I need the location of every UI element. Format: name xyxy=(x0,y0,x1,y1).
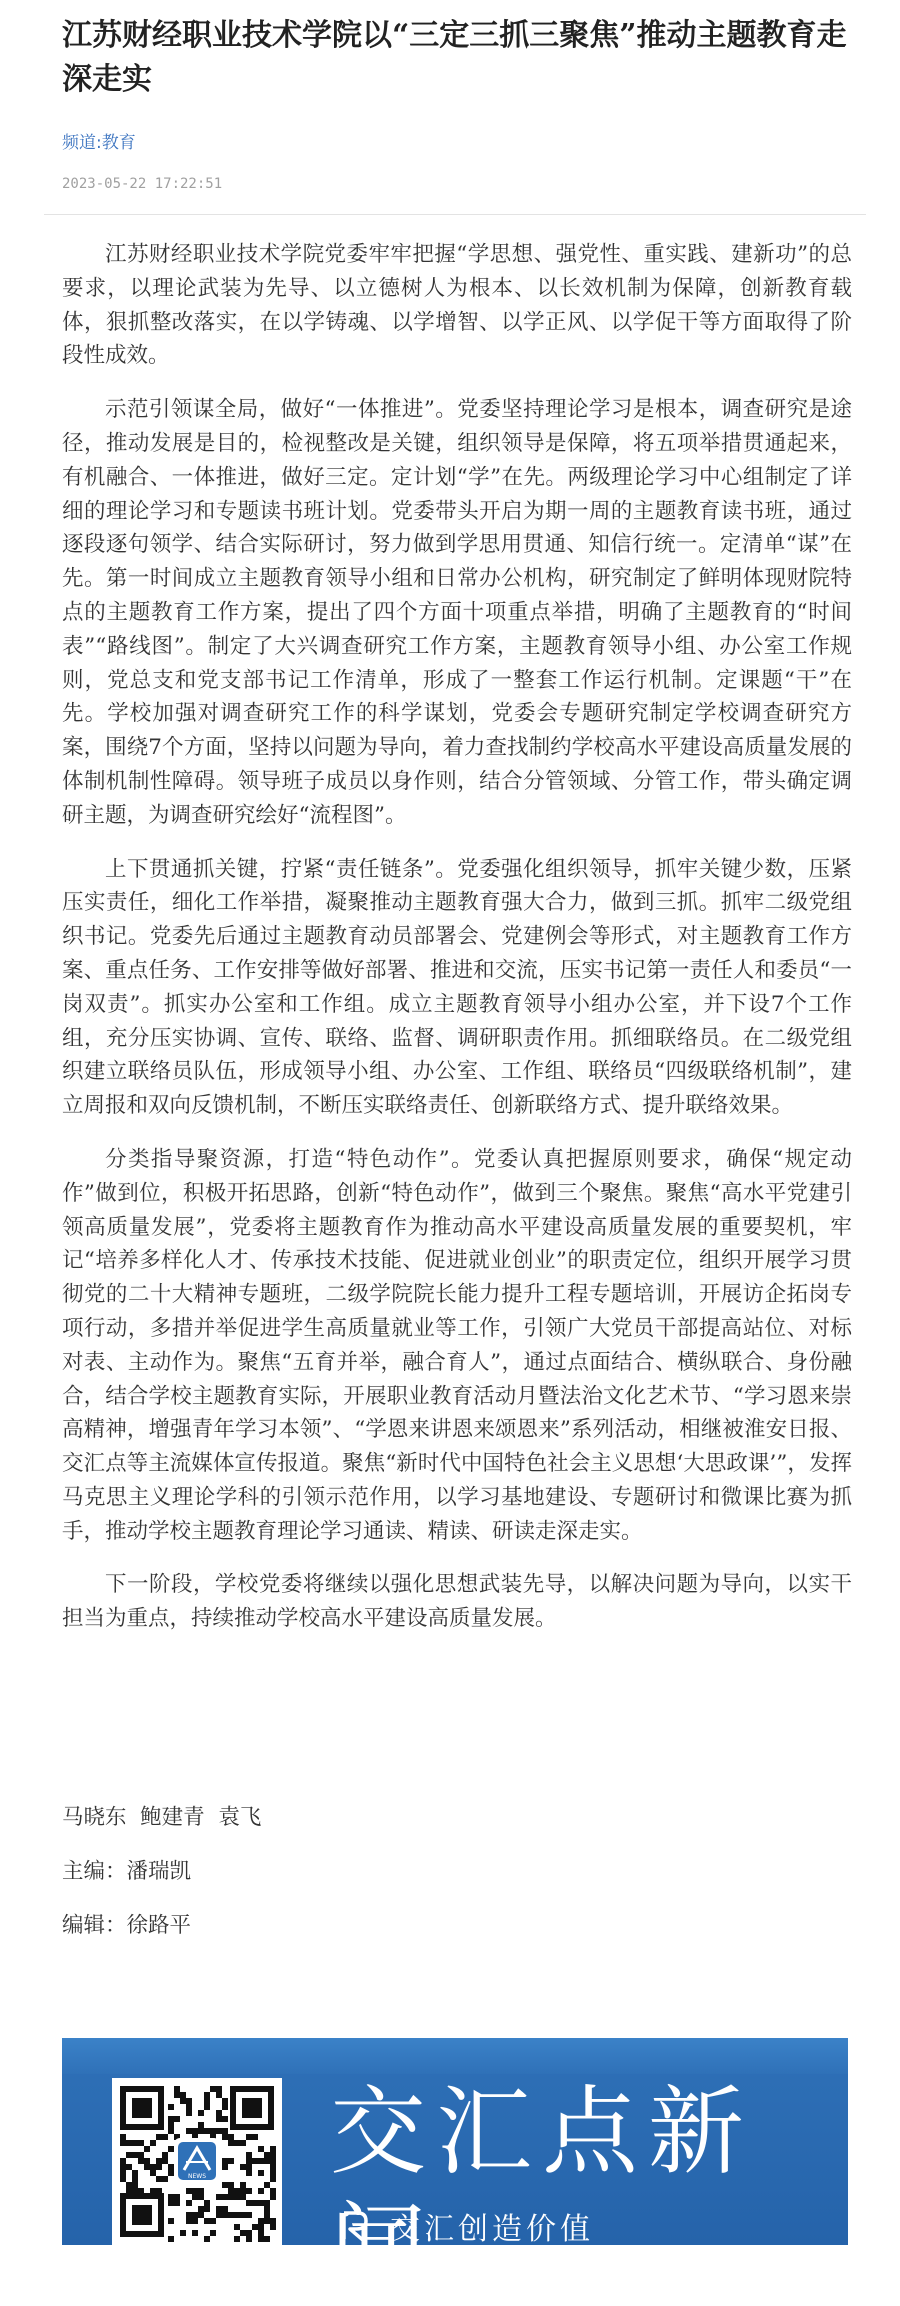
qr-module xyxy=(252,2224,258,2230)
qr-module xyxy=(198,2128,204,2134)
qr-module xyxy=(156,2176,162,2182)
qr-module xyxy=(198,2122,204,2128)
qr-module xyxy=(258,2170,264,2176)
qr-module xyxy=(204,2128,210,2134)
qr-module xyxy=(150,2170,156,2176)
qr-module xyxy=(120,2170,126,2176)
qr-module xyxy=(132,2170,138,2176)
qr-module xyxy=(150,2164,156,2170)
qr-module xyxy=(228,2188,234,2194)
qr-module xyxy=(222,2134,228,2140)
qr-module xyxy=(234,2188,240,2194)
qr-module xyxy=(216,2110,222,2116)
qr-module xyxy=(186,2110,192,2116)
qr-module xyxy=(126,2140,132,2146)
qr-module xyxy=(258,2200,264,2206)
qr-module xyxy=(168,2128,174,2134)
qr-module xyxy=(240,2194,246,2200)
qr-module xyxy=(198,2110,204,2116)
qr-module xyxy=(126,2152,132,2158)
qr-module xyxy=(168,2236,174,2242)
qr-module xyxy=(228,2212,234,2218)
qr-module xyxy=(264,2158,270,2164)
qr-module xyxy=(252,2134,258,2140)
qr-code-icon[interactable] xyxy=(112,2078,282,2245)
qr-module xyxy=(168,2122,174,2128)
qr-module xyxy=(162,2152,168,2158)
qr-module xyxy=(192,2194,198,2200)
qr-module xyxy=(144,2146,150,2152)
qr-module xyxy=(222,2128,228,2134)
qr-module xyxy=(222,2212,228,2218)
qr-module xyxy=(234,2212,240,2218)
qr-module xyxy=(246,2134,252,2140)
qr-module xyxy=(240,2230,246,2236)
app-promo-banner[interactable] xyxy=(62,2038,848,2304)
qr-module xyxy=(180,2092,186,2098)
qr-module xyxy=(174,2200,180,2206)
qr-module xyxy=(222,2158,228,2164)
qr-module xyxy=(150,2188,156,2194)
qr-module xyxy=(252,2200,258,2206)
qr-module xyxy=(228,2158,234,2164)
brand-slogan: 交汇创造价值 xyxy=(390,2212,594,2247)
qr-module xyxy=(168,2170,174,2176)
qr-module xyxy=(216,2116,222,2122)
qr-module xyxy=(222,2194,228,2200)
qr-module xyxy=(162,2176,168,2182)
qr-module xyxy=(240,2182,246,2188)
qr-module xyxy=(270,2218,276,2224)
article-paragraph: 上下贯通抓关键，拧紧“责任链条”。党委强化组织领导，抓牢关键少数，压紧压实责任，细化工作举措，凝聚推动主题教育强大合力，做到三抓。抓牢二级党组织书记。党委先后通过主题教育动员部署会、党建例会等形式，对主题教育工作方案、重点任务、工作安排等做好部署、推进和交流，压实书记第一责任人和委员“一岗双责”。抓实办公室和工作组。成立主题教育领导小组办公室，并下设7个工作组，充分压实协调、宣传、联络、监督、调研职责作用。抓细联络员。在二级党组织建立联络员队伍，形成领导小组、办公室、工作组、联络员“四级联络机制”，建立周报和双向反馈机制，不断压实联络责任、创新联络方式、提升联络效果。 xyxy=(62,856,852,1119)
qr-module xyxy=(246,2212,252,2218)
qr-module xyxy=(168,2104,174,2110)
qr-module xyxy=(270,2176,276,2182)
qr-module xyxy=(234,2194,240,2200)
qr-module xyxy=(198,2212,204,2218)
article-title: 江苏财经职业技术学院以“三定三抓三聚焦”推动主题教育走深走实 xyxy=(62,18,847,97)
chief-editor-line: 主编：潘瑞凯 xyxy=(62,1859,192,1884)
qr-module xyxy=(132,2140,138,2146)
qr-module xyxy=(192,2188,198,2194)
qr-module xyxy=(216,2206,222,2212)
qr-module xyxy=(258,2224,264,2230)
qr-module xyxy=(198,2188,204,2194)
qr-module xyxy=(258,2236,264,2242)
qr-module xyxy=(240,2212,246,2218)
qr-module xyxy=(252,2158,258,2164)
qr-module xyxy=(138,2140,144,2146)
qr-module xyxy=(204,2098,210,2104)
qr-module xyxy=(240,2164,246,2170)
qr-module xyxy=(180,2230,186,2236)
qr-module xyxy=(168,2194,174,2200)
qr-module xyxy=(228,2140,234,2146)
header-divider xyxy=(44,214,866,215)
qr-module xyxy=(210,2086,216,2092)
qr-module xyxy=(246,2152,252,2158)
banner-top-stripe xyxy=(62,2038,848,2074)
qr-module xyxy=(156,2134,162,2140)
qr-module xyxy=(228,2182,234,2188)
qr-module xyxy=(222,2206,228,2212)
qr-module xyxy=(174,2116,180,2122)
qr-module xyxy=(270,2146,276,2152)
qr-module xyxy=(162,2158,168,2164)
qr-module xyxy=(168,2218,174,2224)
qr-module xyxy=(138,2188,144,2194)
qr-module xyxy=(264,2236,270,2242)
qr-module xyxy=(270,2158,276,2164)
qr-module xyxy=(246,2164,252,2170)
qr-module xyxy=(270,2164,276,2170)
qr-module xyxy=(174,2092,180,2098)
qr-module xyxy=(258,2188,264,2194)
qr-module xyxy=(126,2182,132,2188)
qr-module xyxy=(222,2104,228,2110)
qr-module xyxy=(132,2152,138,2158)
article-paragraph: 分类指导聚资源，打造“特色动作”。党委认真把握原则要求，确保“规定动作”做到位，积极开拓思路，创新“特色动作”，做到三个聚焦。聚焦“高水平党建引领高质量发展”，党委将主题教育作为推动高水平建设高质量发展的重要契机，牢记“培养多样化人才、传承技术技能、促进就业创业”的职责定位，组织开展学习贯彻党的二十大精神专题班，二级学院院长能力提升工程专题培训，开展访企拓岗专项行动，多措并举促进学生高质量就业等工作，引领广大党员干部提高站位、对标对表、主动作为。聚焦“五育并举，融合育人”，通过点面结合、横纵联合、身份融合，结合学校主题教育实际，开展职业教育活动月暨法治文化艺术节、“学习恩来崇高精神，增强青年学习本领”、“学恩来讲恩来颂恩来”系列活动，相继被淮安日报、交汇点等主流媒体宣传报道。聚焦“新时代中国特色社会主义思想‘大思政课’”，发挥马克思主义理论学科的引领示范作用，以学习基地建设、专题研讨和微课比赛为抓手，推动学校主题教育理论学习通读、精读、研读走深走实。 xyxy=(62,1146,852,1544)
qr-module xyxy=(144,2164,150,2170)
qr-module xyxy=(144,2158,150,2164)
qr-module xyxy=(264,2200,270,2206)
qr-module xyxy=(264,2218,270,2224)
qr-module xyxy=(216,2128,222,2134)
qr-module xyxy=(186,2128,192,2134)
author-line: 马晓东 鲍建青 袁飞 xyxy=(62,1805,262,1830)
qr-module xyxy=(156,2164,162,2170)
qr-module xyxy=(264,2212,270,2218)
qr-module xyxy=(264,2152,270,2158)
channel-link[interactable]: 教育 xyxy=(101,133,136,153)
qr-module xyxy=(228,2194,234,2200)
qr-module xyxy=(258,2158,264,2164)
qr-module xyxy=(186,2218,192,2224)
qr-module xyxy=(234,2236,240,2242)
qr-module xyxy=(246,2170,252,2176)
qr-module xyxy=(204,2104,210,2110)
qr-module xyxy=(198,2206,204,2212)
qr-code-graphic xyxy=(112,2078,282,2245)
qr-module xyxy=(204,2200,210,2206)
editor-line: 编辑：徐路平 xyxy=(62,1913,192,1938)
qr-module xyxy=(156,2188,162,2194)
article-credits xyxy=(62,1801,852,1963)
qr-module xyxy=(168,2146,174,2152)
qr-module xyxy=(174,2194,180,2200)
qr-module xyxy=(246,2158,252,2164)
qr-module xyxy=(216,2212,222,2218)
qr-module xyxy=(258,2230,264,2236)
qr-module xyxy=(210,2218,216,2224)
qr-module xyxy=(270,2152,276,2158)
qr-module xyxy=(174,2086,180,2092)
qr-module xyxy=(234,2140,240,2146)
qr-module xyxy=(192,2218,198,2224)
qr-module xyxy=(234,2224,240,2230)
qr-module xyxy=(216,2092,222,2098)
qr-logo-label: NEWS xyxy=(187,2173,207,2180)
qr-module xyxy=(246,2188,252,2194)
qr-module xyxy=(186,2104,192,2110)
qr-module xyxy=(270,2194,276,2200)
brand-logo-icon xyxy=(338,2209,372,2243)
qr-module xyxy=(132,2182,138,2188)
qr-module xyxy=(210,2128,216,2134)
qr-module xyxy=(180,2098,186,2104)
qr-module xyxy=(120,2140,126,2146)
qr-module xyxy=(120,2176,126,2182)
qr-module xyxy=(120,2134,126,2140)
qr-module xyxy=(222,2116,228,2122)
qr-module xyxy=(150,2140,156,2146)
qr-module xyxy=(186,2200,192,2206)
qr-module xyxy=(162,2134,168,2140)
qr-module xyxy=(222,2182,228,2188)
qr-module xyxy=(204,2206,210,2212)
qr-module xyxy=(240,2140,246,2146)
qr-module xyxy=(186,2098,192,2104)
qr-module xyxy=(204,2092,210,2098)
qr-module xyxy=(168,2116,174,2122)
qr-module xyxy=(270,2224,276,2230)
qr-module xyxy=(198,2194,204,2200)
qr-module xyxy=(192,2230,198,2236)
article-paragraph: 示范引领谋全局，做好“一体推进”。党委坚持理论学习是根本，调查研究是途径，推动发展是目的，检视整改是关键，组织领导是保障，将五项举措贯通起来，有机融合、一体推进，做好三定。定计划“学”在先。两级理论学习中心组制定了详细的理论学习和专题读书班计划。党委带头开启为期一周的主题教育读书班，通过逐段逐句领学、结合实际研讨，努力做到学思用贯通、知信行统一。定清单“谋”在先。第一时间成立主题教育领导小组和日常办公机构，研究制定了鲜明体现财院特点的主题教育工作方案，提出了四个方面十项重点举措，明确了主题教育的“时间表”“路线图”。制定了大兴调查研究工作方案，主题教育领导小组、办公室工作规则，党总支和党支部书记工作清单，形成了一整套工作运行机制。定课题“干”在先。学校加强对调查研究工作的科学谋划，党委会专题研究制定学校调查研究方案，围绕7个方面，坚持以问题为导向，着力查找制约学校高水平建设高质量发展的体制机制性障碍。领导班子成员以身作则，结合分管领域、分管工作，带头确定调研主题，为调查研究绘好“流程图”。 xyxy=(62,397,852,828)
qr-module xyxy=(204,2236,210,2242)
qr-module xyxy=(222,2098,228,2104)
qr-module xyxy=(246,2236,252,2242)
channel-label: 频道: xyxy=(62,133,102,153)
qr-module xyxy=(228,2134,234,2140)
qr-module xyxy=(120,2164,126,2170)
article-paragraph: 下一阶段，学校党委将继续以强化思想武装先导，以解决问题为导向，以实干担当为重点，持续推动学校高水平建设高质量发展。 xyxy=(62,1572,852,1632)
slogan-row xyxy=(338,2206,594,2246)
qr-module xyxy=(168,2164,174,2170)
qr-module xyxy=(186,2212,192,2218)
qr-module xyxy=(126,2188,132,2194)
qr-module xyxy=(216,2194,222,2200)
qr-module xyxy=(216,2086,222,2092)
qr-module xyxy=(156,2158,162,2164)
qr-module xyxy=(246,2200,252,2206)
qr-module xyxy=(264,2182,270,2188)
qr-module xyxy=(264,2206,270,2212)
qr-module xyxy=(132,2176,138,2182)
qr-module xyxy=(240,2188,246,2194)
qr-module xyxy=(210,2230,216,2236)
channel-meta xyxy=(62,128,136,153)
qr-module xyxy=(168,2200,174,2206)
qr-module xyxy=(204,2218,210,2224)
qr-module xyxy=(246,2230,252,2236)
article-paragraph: 江苏财经职业技术学院党委牢牢把握“学思想、强党性、重实践、建新功”的总要求，以理论武装为先导、以立德树人为根本、以长效机制为保障，创新教育载体，狠抓整改落实，在以学铸魂、以学增智、以学正风、以学促干等方面取得了阶段性成效。 xyxy=(62,242,852,369)
brand-name: 交汇点新闻 xyxy=(330,2076,754,2304)
publish-timestamp: 2023-05-22 17:22:51 xyxy=(62,176,223,192)
qr-module xyxy=(126,2164,132,2170)
article-body xyxy=(62,238,852,1656)
qr-module xyxy=(186,2188,192,2194)
qr-module xyxy=(270,2170,276,2176)
qr-module xyxy=(270,2188,276,2194)
qr-module xyxy=(192,2128,198,2134)
qr-module xyxy=(222,2164,228,2170)
qr-module xyxy=(138,2158,144,2164)
qr-module xyxy=(258,2218,264,2224)
qr-module xyxy=(192,2212,198,2218)
qr-module xyxy=(120,2158,126,2164)
qr-module xyxy=(258,2146,264,2152)
qr-module xyxy=(132,2188,138,2194)
qr-module xyxy=(138,2152,144,2158)
